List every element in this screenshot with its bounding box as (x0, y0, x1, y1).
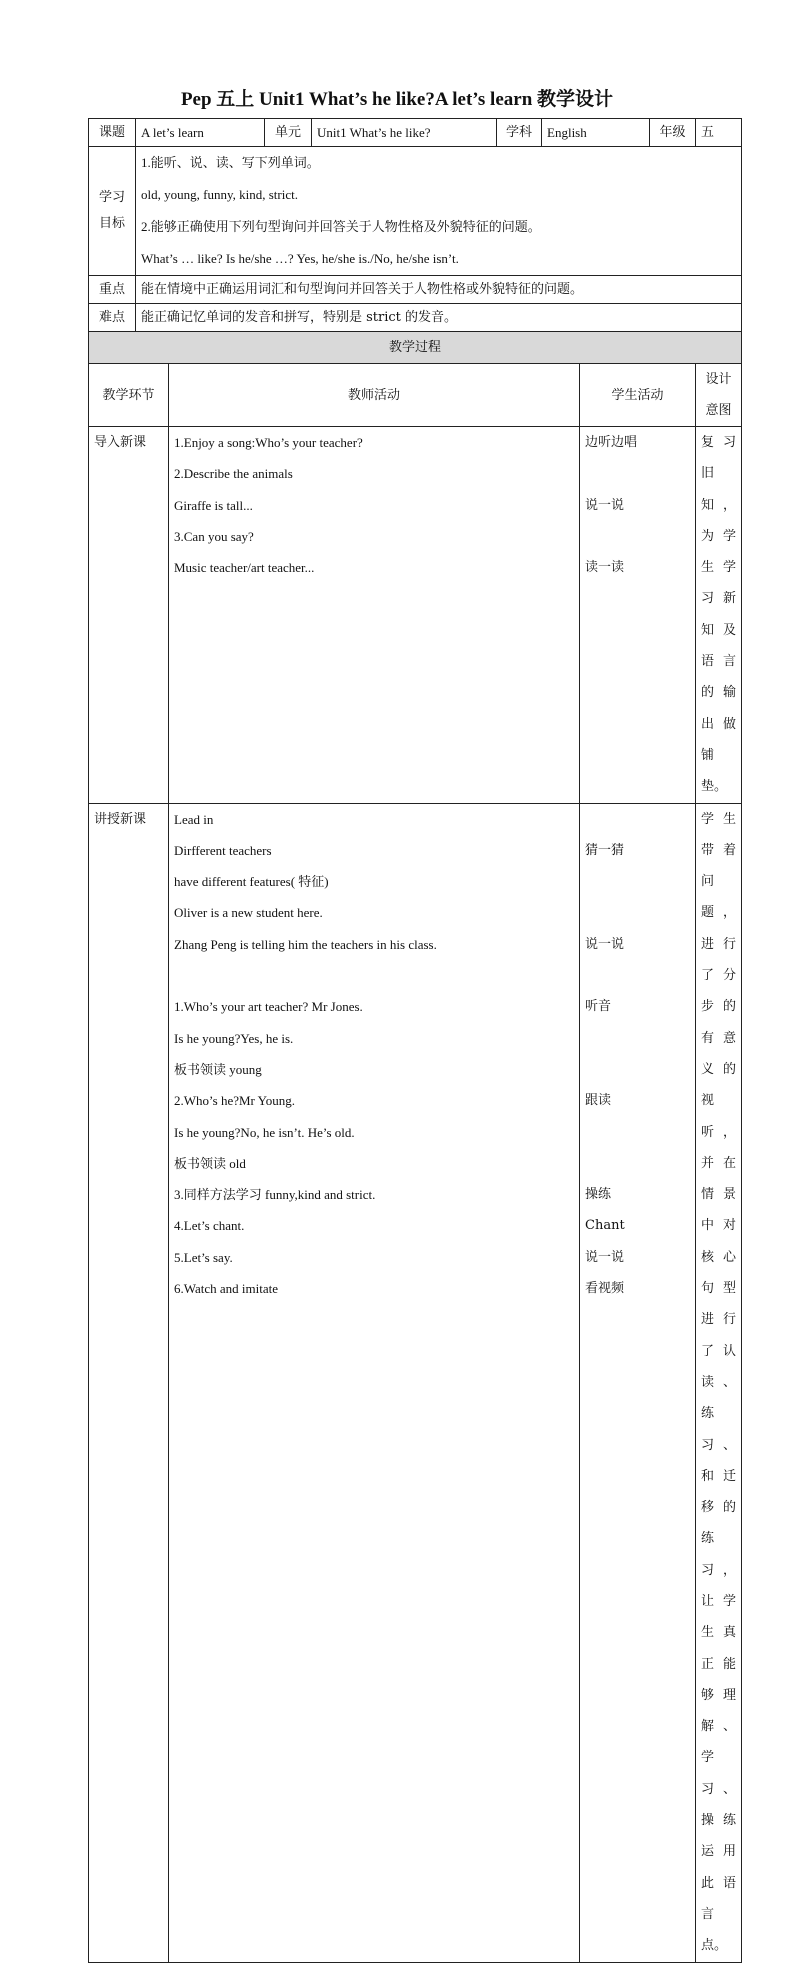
teacher-line: Giraffe is tall... (174, 497, 253, 513)
teacher-line: 板书领读 young (174, 1061, 262, 1077)
teacher-line: 4.Let’s chant. (174, 1218, 245, 1234)
teacher-line: Dirfferent teachers (174, 842, 272, 858)
new-lesson-stage: 讲授新课 (89, 803, 169, 1962)
teacher-line: Zhang Peng is telling him the teachers in his class. (174, 936, 437, 952)
student-line: 读一读 (585, 560, 625, 576)
grade-value: 五 (696, 119, 742, 147)
process-heading-row (89, 332, 742, 364)
teacher-line: 6.Watch and imitate (174, 1281, 278, 1297)
goals-label (89, 147, 136, 276)
unit-label: 单元 (265, 119, 312, 147)
student-line: 听音 (585, 999, 612, 1015)
student-line (585, 960, 690, 991)
goal-line: 2.能够正确使用下列句型询问并回答关于人物性格及外貌特征的问题。 (141, 219, 541, 234)
student-line: 说一说 (585, 936, 625, 952)
teacher-line: Oliver is a new student here. (174, 905, 323, 921)
unit-value: Unit1 What’s he like? (312, 119, 497, 147)
page-title: Pep 五上 Unit1 What’s he like?A let’s learn 教学设计 (180, 89, 614, 110)
info-row (89, 119, 742, 147)
key-point-label: 重点 (89, 276, 136, 304)
student-line: 看视频 (585, 1281, 625, 1297)
goals-row (89, 147, 742, 276)
student-line: 操练 (585, 1187, 612, 1203)
teacher-line: 板书领读 old (174, 1155, 246, 1171)
difficult-point-value: 能正确记忆单词的发音和拼写，特别是 strict 的发音。 (136, 304, 742, 332)
teacher-line: Music teacher/art teacher... (174, 560, 315, 576)
header-teacher: 教师活动 (169, 364, 580, 427)
goals-content (136, 147, 742, 276)
header-student: 学生活动 (580, 364, 696, 427)
student-line (585, 1117, 690, 1148)
key-point-value: 能在情境中正确运用词汇和句型询问并回答关于人物性格或外貌特征的问题。 (136, 276, 742, 304)
subject-label: 学科 (497, 119, 542, 147)
header-stage: 教学环节 (89, 364, 169, 427)
teacher-line: 1.Who’s your art teacher? Mr Jones. (174, 999, 363, 1015)
student-line: 边听边唱 (585, 435, 638, 450)
goals-label-line-1: 学习 (98, 190, 125, 205)
teacher-line: 2.Who’s he?Mr Young. (174, 1093, 295, 1109)
warmup-student (580, 427, 696, 804)
student-line (585, 521, 690, 552)
teacher-line: 1.Enjoy a song:Who’s your teacher? (174, 435, 363, 450)
student-line: 猜一猜 (585, 842, 625, 858)
warmup-teacher (169, 427, 580, 804)
new-lesson-teacher (169, 803, 580, 1962)
lesson-plan-table (88, 118, 742, 1963)
teacher-line: Is he young?No, he isn’t. He’s old. (174, 1124, 355, 1140)
warmup-row (89, 427, 742, 804)
subject-value: English (542, 119, 650, 147)
new-lesson-row (89, 803, 742, 1962)
difficult-point-row (89, 304, 742, 332)
student-line (585, 866, 690, 897)
student-line: 说一说 (585, 497, 625, 513)
student-line: 说一说 (585, 1249, 625, 1265)
new-lesson-student (580, 803, 696, 1962)
goals-label-line-2: 目标 (98, 216, 125, 231)
student-line: 跟读 (585, 1093, 612, 1109)
warmup-stage: 导入新课 (89, 427, 169, 804)
grade-label: 年级 (650, 119, 696, 147)
teacher-line: 3.同样方法学习 funny,kind and strict. (174, 1187, 376, 1203)
process-header-row (89, 364, 742, 427)
student-line: Chant (585, 1218, 625, 1234)
teacher-line: 3.Can you say? (174, 528, 254, 544)
teacher-line: 5.Let’s say. (174, 1249, 233, 1265)
student-line (585, 458, 690, 489)
teacher-line: Is he young?Yes, he is. (174, 1030, 294, 1046)
process-heading: 教学过程 (89, 332, 742, 364)
key-point-row (89, 276, 742, 304)
student-line (585, 1148, 690, 1179)
difficult-point-label: 难点 (89, 304, 136, 332)
student-line (585, 897, 690, 928)
topic-label: 课题 (89, 119, 136, 147)
teacher-line: Lead in (174, 811, 214, 827)
student-line (585, 804, 690, 835)
student-line (585, 1023, 690, 1054)
teacher-line: have different features( 特征) (174, 874, 329, 890)
teacher-line: 2.Describe the animals (174, 466, 293, 482)
header-design: 设计意图 (696, 364, 742, 427)
warmup-design: 复习旧知，为学生学习新知及语言的输出做铺垫。 (696, 427, 742, 804)
topic-value: A let’s learn (136, 119, 265, 147)
new-lesson-design: 学生带着问题，进行了分步的有意义的视听，并在情景中对核心句型进行了认读、练习、和迁移的练习，让学生真正能够理解、学习、操练运用此语言点。 (696, 803, 742, 1962)
goal-line: old, young, funny, kind, strict. (141, 187, 298, 202)
student-line (585, 1054, 690, 1085)
goal-line: What’s … like? Is he/she …? Yes, he/she is./No, he/she isn’t. (141, 251, 459, 266)
goal-line: 1.能听、说、读、写下列单词。 (141, 155, 320, 170)
